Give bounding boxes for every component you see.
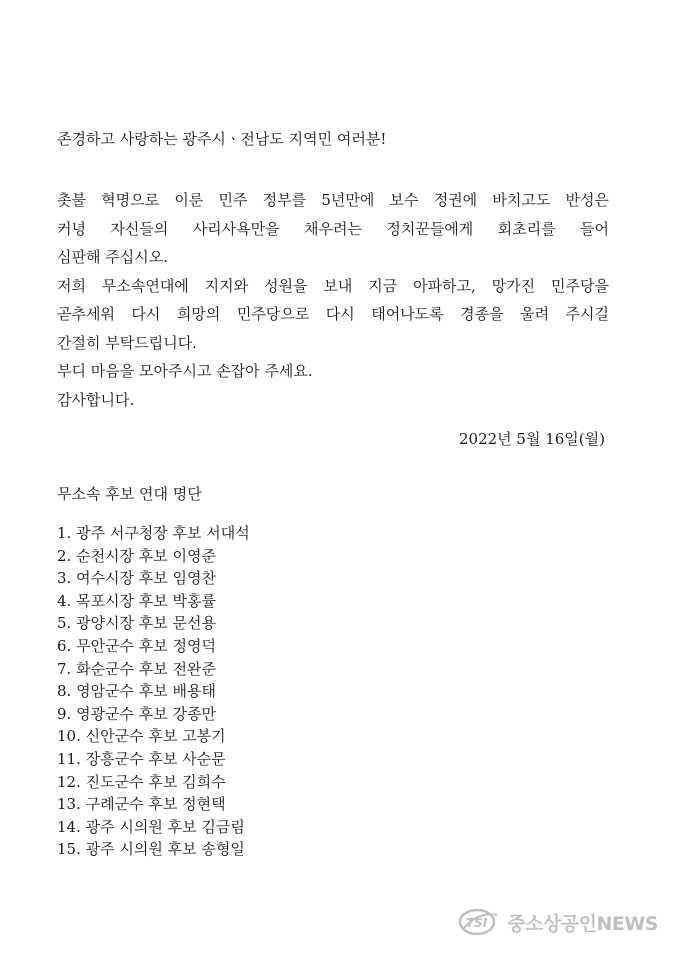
candidate-item: 6. 무안군수 후보 정영덕 (57, 636, 217, 655)
candidate-item: 1. 광주 서구청장 후보 서대석 (57, 524, 250, 542)
candidate-item: 11. 장흥군수 후보 사순문 (57, 749, 226, 768)
candidate-item: 10. 신안군수 후보 고봉기 (57, 727, 226, 746)
news-watermark (457, 907, 658, 937)
candidate-item: 9. 영광군수 후보 강종만 (57, 704, 217, 723)
greeting-line: 존경하고 사랑하는 광주시ㆍ전남도 지역민 여러분! (57, 130, 387, 148)
svg-text:TSI: TSI (466, 916, 488, 930)
paragraph-candlelight (57, 186, 609, 272)
candidate-item: 13. 구례군수 후보 정현택 (57, 795, 226, 814)
paragraph-line: 심판해 주십시오. (57, 248, 168, 266)
paragraph-line: 간절히 부탁드립니다. (57, 333, 197, 352)
candidate-item: 5. 광양시장 후보 문선용 (57, 614, 217, 633)
candidate-item: 12. 진도군수 후보 김희수 (57, 772, 226, 791)
paragraph-support-request (57, 272, 609, 358)
closing-request-line: 부디 마음을 모아주시고 손잡아 주세요. (57, 362, 313, 380)
watermark-text: 중소상공인NEWS (507, 912, 658, 935)
candidate-item: 14. 광주 시의원 후보 김금림 (57, 817, 245, 836)
paragraph-line: 곧추세워 다시 희망의 민주당으로 다시 태어나도록 경종을 울려 주시길 (57, 305, 609, 323)
candidate-item: 7. 화순군수 후보 전완준 (57, 659, 217, 678)
letter-body (57, 186, 609, 414)
paragraph-line: 저희 무소속연대에 지지와 성원을 보내 지금 아파하고, 망가진 민주당을 (57, 276, 609, 295)
candidate-item: 15. 광주 시의원 후보 송형일 (57, 840, 245, 859)
thanks-line: 감사합니다. (57, 390, 135, 409)
paragraph-line: 촛불 혁명으로 이룬 민주 정부를 5년만에 보수 정권에 바치고도 반성은 (57, 191, 609, 209)
letter-date: 2022년 5월 16일(월) (458, 430, 605, 448)
candidate-item: 2. 순천시장 후보 이영준 (57, 546, 217, 565)
candidate-item: 8. 영암군수 후보 배용태 (57, 682, 217, 701)
candidate-item: 4. 목포시장 후보 박홍률 (57, 591, 217, 610)
candidate-list (57, 522, 250, 861)
tsi-logo-icon (457, 907, 501, 937)
roster-title: 무소속 후보 연대 명단 (57, 485, 202, 503)
candidate-item: 3. 여수시장 후보 임영찬 (57, 569, 217, 588)
paragraph-line: 커녕 자신들의 사리사욕만을 채우려는 정치꾼들에게 회초리를 들어 (57, 219, 609, 238)
